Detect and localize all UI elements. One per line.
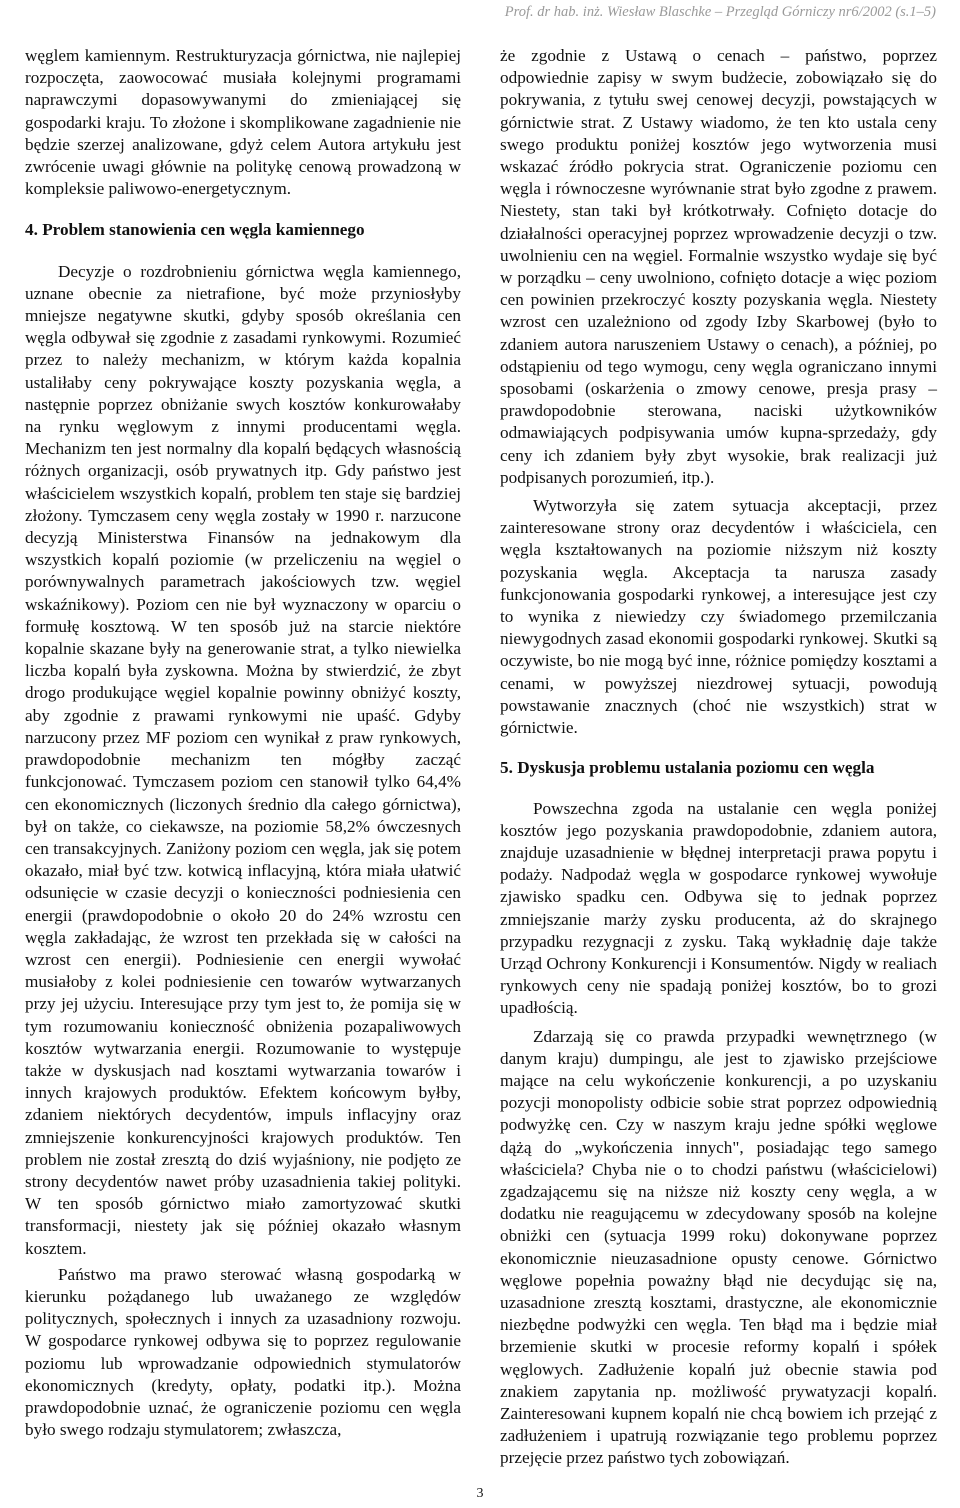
page-number: 3 bbox=[476, 1486, 484, 1501]
right-column bbox=[500, 45, 937, 1470]
section-4-heading: 4. Problem stanowienia cen węgla kamiennego bbox=[25, 220, 365, 240]
right-paragraph-3: Powszechna zgoda na ustalanie cen węgla poniżej kosztów jego pozyskania prawdopodobnie, zdaniem autora, znajduje uzasadnienie w błędnej interpretacji prawa popytu i podaży. Nadpodaż węgla w gospodarce rynkowej wywołuje zjawisko spadku cen. Odbywa się to jednak poprzez zmniejszanie marży zysku producenta, aż do skrajnego przypadku rezygnacji z zysku. Taką wykładnię daje także Urząd Ochrony Konkurencji i Konsumentów. Nigdy w realiach rynkowych ceny nie spadają poniżej kosztów, bo to grozi upadłością. bbox=[500, 798, 937, 1018]
section-5-heading: 5. Dyskusja problemu ustalania poziomu cen węgla bbox=[500, 758, 875, 778]
running-head: Prof. dr hab. inż. Wiesław Blaschke – Przegląd Górniczy nr6/2002 (s.1–5) bbox=[504, 4, 936, 20]
left-paragraph-2: Decyzje o rozdrobnieniu górnictwa węgla kamiennego, uznane obecnie za nietrafione, być może przyniosłyby mniejsze negatywne skutki, gdyby sposób określania cen węgla odbywał się zgodnie z zasadami rynkowymi. Rozumieć przez to należy mechanizm, w którym każda kopalnia ustaliłaby ceny pokrywające koszty pozyskania węgla, a następnie poprzez obniżanie swych kosztów konkurowałaby na rynku węglowym z innymi producentami węgla. Mechanizm ten jest normalny dla kopalń będących własnością różnych organizacji, osób prywatnych itp. Gdy państwo jest właścicielem wszystkich kopalń, problem ten staje się bardziej złożony. Tymczasem ceny węgla zostały w 1990 r. narzucone decyzją Ministerstwa Finansów na jednakowym dla wszystkich kopalń poziomie (w przeliczeniu na węgiel o porównywalnych parametrach jakościowych tzw. węgiel wskaźnikowy). Poziom cen nie był wyznaczony w oparciu o formułę kosztową. W ten sposób już na starcie niektóre kopalnie skazane były na generowanie strat, a tylko niewielka liczba kopalń była zyskowna. Można by stwierdzić, że zbyt drogo produkujące węgiel kopalnie powinny obniżyć koszty, aby zgodnie z prawami rynkowymi nie upaść. Gdyby narzucony przez MF poziom cen wynikał z praw rynkowych, prawdopodobnie mechanizm ten mógłby zacząć funkcjonować. Tymczasem poziom cen stanowił tylko 64,4% cen ekonomicznych (liczonych średnio dla całego górnictwa), był on także, co ciekawsze, na poziomie 58,2% ówczesnych cen transakcyjnych. Zaniżony poziom cen węgla, jak się potem okazało, miał być tzw. kotwicą inflacyjną, która miała ułatwić odsunięcie w czasie decyzji o konieczności podniesienia cen energii (prawdopodobnie o około 20 do 24% wzrostu cen węgla zakładając, że wzrost ten przekłada się w całości na wzrost cen energii). Podniesienie cen energii wywołać musiałoby z kolei podniesienie cen towarów wytwarzanych przy jej użyciu. Interesujące przy tym jest to, że pomija się w tym rozumowaniu konieczność obniżenia pozapaliwowych kosztów wytwarzania energii. Rozumowanie to występuje także w dyskusjach nad kosztami wytwarzania towarów i innych krajowych produktów. Efektem końcowym byłby, zdaniem niektórych decydentów, impuls inflacyjny oraz zmniejszenie konkurencyjności krajowych produktów. Ten problem nie został zresztą do dziś wyjaśniony, nie podjęto ze strony decydentów nawet próby uzasadnienia takiej polityki. W ten sposób górnictwo miało zamortyzować skutki transformacji, niestety jak się później okazało własnym kosztem. bbox=[25, 261, 461, 1258]
right-paragraph-1: że zgodnie z Ustawą o cenach – państwo, poprzez odpowiednie zapisy w swym budżecie, zobowiązało się do pokrywania, z tytułu swej cenowej decyzji, powstających w górnictwie strat. Z Ustawy wiadomo, że ten kto ustala ceny swego produktu poniżej kosztów jego wytworzenia musi wskazać źródło pokrycia strat. Ograniczenie poziomu cen węgla i równoczesne wyrównanie strat było zgodne z prawem. Niestety, stan taki był krótkotrwały. Cofnięto dotacje do działalności operacyjnej poprzez wprowadzenie decyzji o tzw. uwolnieniu cen na węgiel. Formalnie wszystko wydaje się być w porządku – ceny uwolniono, cofnięto dotacje a więc poziom cen powinien przekroczyć koszty pozyskania węgla. Niestety wzrost cen uzależniono od zgody Izby Skarbowej (było to zdaniem autora naruszeniem Ustawy o cenach), a później, po odstąpieniu od tego wymogu, ceny węgla ograniczano innymi sposobami (oskarżenia o zmowy cenowe, presja prasy – prawdopodobnie sterowana, naciski użytkowników odmawiających podpisywania umów kupna-sprzedaży, gdy ceny ich zdaniem były zbyt wysokie, brak realizacji już podpisanych porozumień, itp.). bbox=[500, 46, 937, 487]
right-paragraph-2: Wytworzyła się zatem sytuacja akceptacji, przez zainteresowane strony oraz decydentów i właściciela, cen węgla kształtowanych na poziomie niższym niż koszty pozyskania węgla. Akceptacja ta narusza zasady funkcjonowania gospodarki rynkowej, a interesujące jest czy to wynika z niewiedzy czy świadomego przemilczania niewygodnych zasad ekonomii gospodarki rynkowej. Skutki są oczywiste, bo nie mogą być inne, różnice pomiędzy kosztami a cenami, w powyższej niezdrowej sytuacji, powodują powstawanie znacznych (choć nie wszystkich) strat w górnictwie. bbox=[500, 496, 937, 738]
right-paragraph-4: Zdarzają się co prawda przypadki wewnętrznego (w danym kraju) dumpingu, ale jest to zjawisko przejściowe mające na celu wykończenie konkurencji, a po uzyskaniu pozycji monopolisty odbicie sobie strat poprzez odpowiednią podwyżkę cen. Czy w naszym kraju jedne spółki węglowe dążą do „wykończenia innych", posiadając tego samego właściciela? Chyba nie o to chodzi państwu (właścicielowi) zgadzającemu się na niższe niż koszty ceny węgla, a w dodatku nie reagującemu w zdecydowany sposób na kolejne obniżki cen (sytuacja 1999 roku) dokonywane poprzez ekonomicznie nieuzasadnione opusty cenowe. Górnictwo węglowe popełnia poważny błąd nie decydując się na, uzasadnione zresztą kosztami, drastyczne, ale ekonomicznie niezbędne podwyżki cen węgla. Ten błąd ma i będzie miał brzemienie skutki w procesie reformy kopalń i spółek węglowych. Zadłużenie kopalń już obecnie stawia pod znakiem zapytania np. możliwość prywatyzacji kopalń. Zainteresowani kupnem kopalń nie chcą bowiem ich przejąć z zadłużeniem i upatrują rozwiązanie tego problemu poprzez przejęcie przez państwo tych zobowiązań. bbox=[500, 1026, 937, 1468]
left-paragraph-3: Państwo ma prawo sterować własną gospodarką w kierunku pożądanego lub uważanego ze względów politycznych, społecznych i innych za uzasadniony rozwoju. W gospodarce rynkowej odbywa się to poprzez regulowanie poziomu lub wprowadzanie odpowiednich stymulatorów ekonomicznych (kredyty, opłaty, podatki itp.). Można prawdopodobnie uznać, że ograniczenie poziomu cen węgla było swego rodzaju stymulatorem; zwłaszcza, bbox=[25, 1264, 461, 1440]
left-column bbox=[25, 45, 461, 1441]
left-paragraph-1: węglem kamiennym. Restrukturyzacja górnictwa, nie najlepiej rozpoczęta, zaowocować musiała kolejnymi programami naprawczymi dopasowywanymi do zmieniającej się gospodarki kraju. To złożone i skomplikowane zagadnienie nie będzie szerzej analizowane, gdyż celem Autora artykułu jest zwrócenie uwagi głównie na politykę cenową prowadzoną w kompleksie paliwowo-energetycznym. bbox=[25, 46, 461, 199]
